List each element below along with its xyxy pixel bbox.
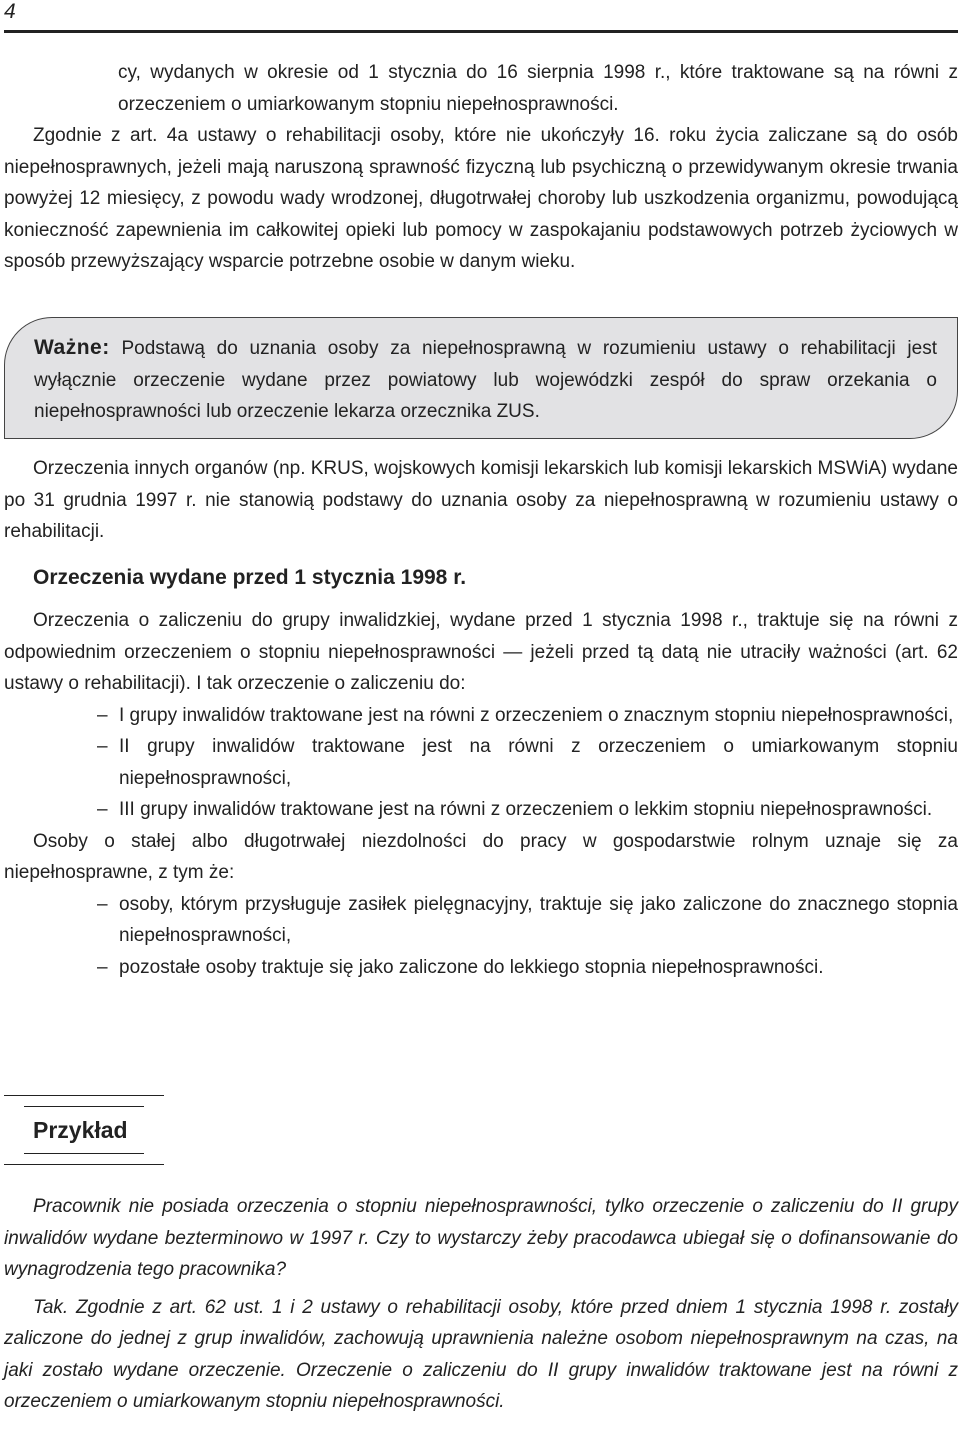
important-note-text: Podstawą do uznania osoby za niepełnosprawną w rozumieniu ustawy o rehabilitacji jest wyłącznie orzeczenie wydane przez powiatowy lub wojewódzki zespół do spraw orzekania o niepełnosprawności lub orzeczenie lekarza orzecznika ZUS. [34, 338, 938, 422]
important-note-label: Ważne: [34, 336, 110, 359]
example-body [4, 1191, 958, 1418]
list-dash: – [97, 736, 108, 757]
paragraph-before-1998: Orzeczenia o zaliczeniu do grupy inwalidzkiej, wydane przed 1 stycznia 1998 r., traktuje się na równi z odpowiednim orzeczeniem o stopniu niepełnosprawności — jeżeli przed tą datą nie utraciły ważności (art. 62 ustawy o rehabilitacji). I tak orzeczenie o zaliczeniu do: [4, 610, 958, 694]
example-rule-bottom-inner [24, 1153, 144, 1154]
farm-list [4, 889, 958, 984]
list-item [4, 731, 958, 794]
groups-list [4, 700, 958, 826]
list-item [4, 794, 958, 826]
list-item-text: II grupy inwalidów traktowane jest na równi z orzeczeniem o umiarkowanym stopniu niepełnosprawności, [119, 736, 958, 789]
page-number: 4 [4, 0, 16, 23]
example-header [4, 1095, 164, 1165]
example-rule-bottom [4, 1164, 164, 1165]
list-item-text: III grupy inwalidów traktowane jest na równi z orzeczeniem o lekkim stopniu niepełnosprawności. [119, 799, 933, 820]
list-item [4, 889, 958, 952]
intro-paragraph: cy, wydanych w okresie od 1 stycznia do 16 sierpnia 1998 r., które traktowane są na równi z orzeczeniem o umiarkowanym stopniu niepełnosprawności. [118, 62, 958, 115]
important-note-box [4, 317, 958, 439]
paragraph-farm: Osoby o stałej albo długotrwałej niezdolności do pracy w gospodarstwie rolnym uznaje się za niepełnosprawne, z tym że: [4, 830, 958, 883]
example-answer: Tak. Zgodnie z art. 62 ust. 1 i 2 ustawy o rehabilitacji osoby, które przed dniem 1 stycznia 1998 r. zostały zaliczone do jednej z grup inwalidów, zachowują uprawnienia należne osobom niepełnosprawnym na czas, na jaki zostało wydane orzeczenie. Orzeczenie o zaliczeniu do II grupy inwalidów traktowane jest na równi z orzeczeniem o umiarkowanym stopniu niepełnosprawności. [4, 1296, 958, 1412]
header-rule [4, 30, 958, 33]
list-item-text: I grupy inwalidów traktowane jest na równi z orzeczeniem o znacznym stopniu niepełnosprawności, [119, 704, 954, 726]
paragraph-art4a: Zgodnie z art. 4a ustawy o rehabilitacji osoby, które nie ukończyły 16. roku życia zaliczane są do osób niepełnosprawnych, jeżeli mają naruszoną sprawność fizyczną lub psychiczną o przewidywanym okresie trwania powyżej 12 miesięcy, z powodu wady wrodzonej, długotrwałej choroby lub uszkodzenia organizmu, powodującą konieczność zapewnienia im całkowitej opieki lub pomocy w zaspokajaniu podstawowych potrzeb życiowych w sposób przewyższający wsparcie potrzebne osobie w danym wieku. [4, 125, 958, 272]
section-heading: Orzeczenia wydane przed 1 stycznia 1998 r. [33, 566, 467, 589]
paragraph-other-bodies: Orzeczenia innych organów (np. KRUS, wojskowych komisji lekarskich lub komisji lekarskich MSWiA) wydane po 31 grudnia 1997 r. nie stanowią podstawy do uznania osoby za niepełnosprawną w rozumieniu ustawy o rehabilitacji. [4, 458, 958, 542]
list-item [4, 952, 958, 984]
list-item-text: osoby, którym przysługuje zasiłek pielęgnacyjny, traktuje się jako zaliczone do znacznego stopnia niepełnosprawności, [119, 893, 958, 946]
example-rule-top [4, 1095, 164, 1096]
list-item-text: pozostałe osoby traktuje się jako zaliczone do lekkiego stopnia niepełnosprawności. [119, 956, 824, 978]
list-dash: – [97, 893, 108, 915]
list-dash: – [97, 799, 108, 820]
example-label: Przykład [33, 1117, 128, 1143]
list-dash: – [97, 704, 108, 726]
example-question: Pracownik nie posiada orzeczenia o stopniu niepełnosprawności, tylko orzeczenie o zaliczeniu do II grupy inwalidów wydane bezterminowo w 1997 r. Czy to wystarczy żeby pracodawca ubiegał się o dofinansowanie do wynagrodzenia tego pracownika? [4, 1196, 958, 1280]
list-dash: – [97, 956, 108, 978]
section-before-1998 [4, 605, 958, 983]
list-item [4, 700, 958, 732]
